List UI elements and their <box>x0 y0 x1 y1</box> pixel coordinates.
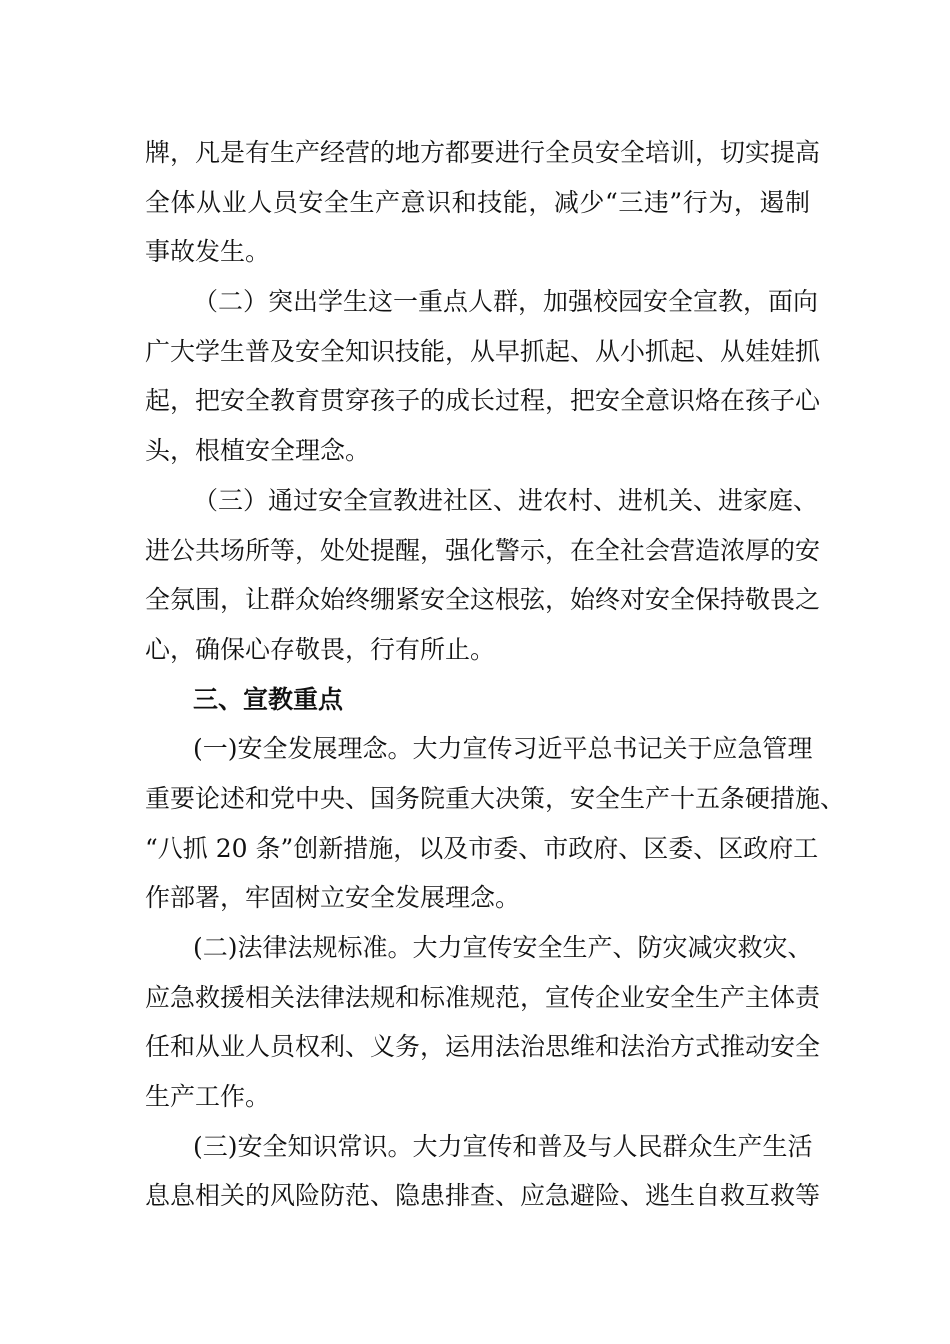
text-line: 进公共场所等，处处提醒，强化警示，在全社会营造浓厚的安 <box>145 535 821 565</box>
text-line: 生产工作。 <box>145 1082 271 1112</box>
text-line: 起，把安全教育贯穿孩子的成长过程，把安全意识烙在孩子心 <box>145 386 821 416</box>
text-line: 作部署，牢固树立安全发展理念。 <box>145 883 521 913</box>
section-heading: 三、宣教重点 <box>193 684 344 714</box>
text-line: 心，确保心存敬畏，行有所止。 <box>145 634 496 664</box>
text-line: 任和从业人员权利、义务，运用法治思维和法治方式推动安全 <box>145 1032 821 1062</box>
text-line: “八抓 20 条”创新措施，以及市委、市政府、区委、区政府工 <box>145 833 819 863</box>
text-line: 应急救援相关法律法规和标准规范，宣传企业安全生产主体责 <box>145 982 821 1012</box>
text-line: （二）突出学生这一重点人群，加强校园安全宣教，面向 <box>193 287 819 317</box>
body-text <box>145 128 846 1221</box>
text-line: 牌，凡是有生产经营的地方都要进行全员安全培训，切实提高 <box>145 138 821 167</box>
text-line: （三）通过安全宣教进社区、进农村、进机关、进家庭、 <box>193 485 819 515</box>
text-line: (一)安全发展理念。大力宣传习近平总书记关于应急管理 <box>193 734 813 764</box>
text-line: 事故发生。 <box>145 237 271 267</box>
text-line: 全氛围，让群众始终绷紧安全这根弦，始终对安全保持敬畏之 <box>145 585 821 615</box>
text-line: (二)法律法规标准。大力宣传安全生产、防灾减灾救灾、 <box>193 933 813 962</box>
text-line: 广大学生普及安全知识技能，从早抓起、从小抓起、从娃娃抓 <box>145 336 821 366</box>
text-line: 重要论述和党中央、国务院重大决策，安全生产十五条硬措施、 <box>145 783 846 813</box>
text-line: 全体从业人员安全生产意识和技能，减少“三违”行为，遏制 <box>145 187 810 217</box>
text-line: 头，根植安全理念。 <box>145 436 371 466</box>
text-line: (三)安全知识常识。大力宣传和普及与人民群众生产生活 <box>193 1131 813 1161</box>
text-line: 息息相关的风险防范、隐患排查、应急避险、逃生自救互救等 <box>145 1181 821 1211</box>
